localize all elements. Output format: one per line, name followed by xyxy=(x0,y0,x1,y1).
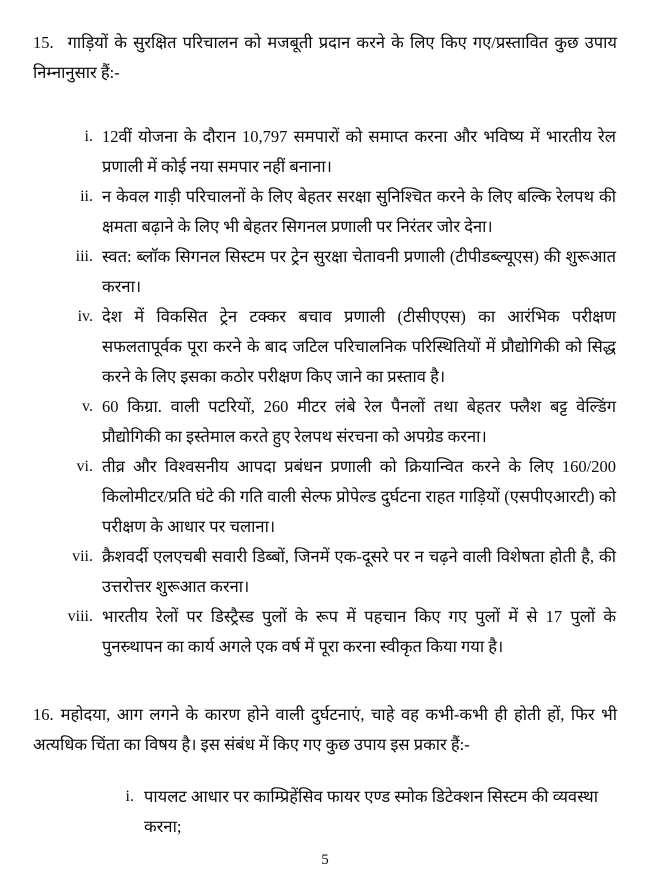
paragraph-15 xyxy=(33,28,617,88)
list-item xyxy=(58,302,616,392)
paragraph-15-number: 15. xyxy=(33,33,54,52)
list-item xyxy=(58,782,598,842)
list-item-marker: ii. xyxy=(80,188,93,205)
page-number: 5 xyxy=(321,852,329,868)
paragraph-16 xyxy=(33,700,617,760)
list-item-marker: i. xyxy=(84,128,93,145)
paragraph-16-number: 16. xyxy=(33,705,54,724)
list-item-marker: iv. xyxy=(77,308,93,325)
list-item-marker: iii. xyxy=(75,248,93,265)
list-item xyxy=(58,602,616,662)
list-item-text: भारतीय रेलों पर डिस्ट्रैस्ड पुलों के रूप में पहचान किए गए पुलों में से 17 पुलों के पुनस्र्थापन का कार्य अगले एक वर्ष में पूरा करना स्वीकृत किया गया है। xyxy=(102,607,616,656)
list-item xyxy=(58,122,616,182)
list-item-text: 12वीं योजना के दौरान 10,797 समपारों को समाप्त करना और भविष्य में भारतीय रेल प्रणाली में कोई नया समपार नहीं बनाना। xyxy=(102,127,616,176)
list-item-text: न केवल गाड़ी परिचालनों के लिए बेहतर सरक्षा सुनिश्चित करने के लिए बल्कि रेलपथ की क्षमता बढ़ाने के लिए भी बेहतर सिगनल प्रणाली पर निरंतर जोर देना। xyxy=(102,187,616,236)
list-item xyxy=(58,452,616,542)
measures-list-16 xyxy=(58,782,598,842)
list-item xyxy=(58,542,616,602)
list-item-marker: vi. xyxy=(76,458,93,475)
list-item-marker: i. xyxy=(125,788,134,805)
measures-list-15 xyxy=(58,122,616,662)
list-item-text: स्वत: ब्लॉक सिगनल सिस्टम पर ट्रेन सुरक्षा चेतावनी प्रणाली (टीपीडब्ल्यूएस) की शुरूआत करना। xyxy=(102,247,616,296)
list-item xyxy=(58,242,616,302)
list-item-text: देश में विकसित ट्रेन टक्कर बचाव प्रणाली (टीसीएएस) का आरंभिक परीक्षण सफलतापूर्वक पूरा करने के बाद जटिल परिचालनिक परिस्थितियों में प्रौद्योगिकी को सिद्ध करने के लिए इसका कठोर परीक्षण किए जाने का प्रस्ताव है। xyxy=(102,307,616,386)
list-item xyxy=(58,182,616,242)
list-item-marker: v. xyxy=(82,398,93,415)
paragraph-16-text: महोदया, आग लगने के कारण होने वाली दुर्घटनाएं, चाहे वह कभी-कभी ही होती हों, फिर भी अत्यधिक चिंता का विषय है। इस संबंध में किए गए कुछ उपाय इस प्रकार हैं:- xyxy=(33,705,617,754)
list-item-text: क्रैशवर्दी एलएचबी सवारी डिब्बों, जिनमें एक-दूसरे पर न चढ़ने वाली विशेषता होती है, की उत्तरोत्तर शुरूआत करना। xyxy=(102,547,616,596)
list-item-marker: viii. xyxy=(67,608,93,625)
list-item-text: तीव्र और विश्वसनीय आपदा प्रबंधन प्रणाली को क्रियान्वित करने के लिए 160/200 किलोमीटर/प्रति घंटे की गति वाली सेल्फ प्रोपेल्ड दुर्घटना राहत गाड़ियों (एसपीएआरटी) को परीक्षण के आधार पर चलाना। xyxy=(102,457,616,536)
document-body xyxy=(33,28,617,842)
list-item-marker: vii. xyxy=(72,548,93,565)
section-spacer xyxy=(33,662,617,700)
list-item-text: पायलट आधार पर काम्प्रिहेंसिव फायर एण्ड स्मोक डिटेक्शन सिस्टम की व्यवस्था करना; xyxy=(144,787,598,836)
list-item-text: 60 किग्रा. वाली पटरियों, 260 मीटर लंबे रेल पैनलों तथा बेहतर फ्लैश बट्ट वेल्डिंग प्रौद्योगिकी का इस्तेमाल करते हुए रेलपथ संरचना को अपग्रेड करना। xyxy=(102,397,616,446)
paragraph-15-text: गाड़ियों के सुरक्षित परिचालन को मजबूती प्रदान करने के लिए किए गए/प्रस्तावित कुछ उपाय निम्नानुसार हैं:- xyxy=(33,33,617,82)
list-item xyxy=(58,392,616,452)
